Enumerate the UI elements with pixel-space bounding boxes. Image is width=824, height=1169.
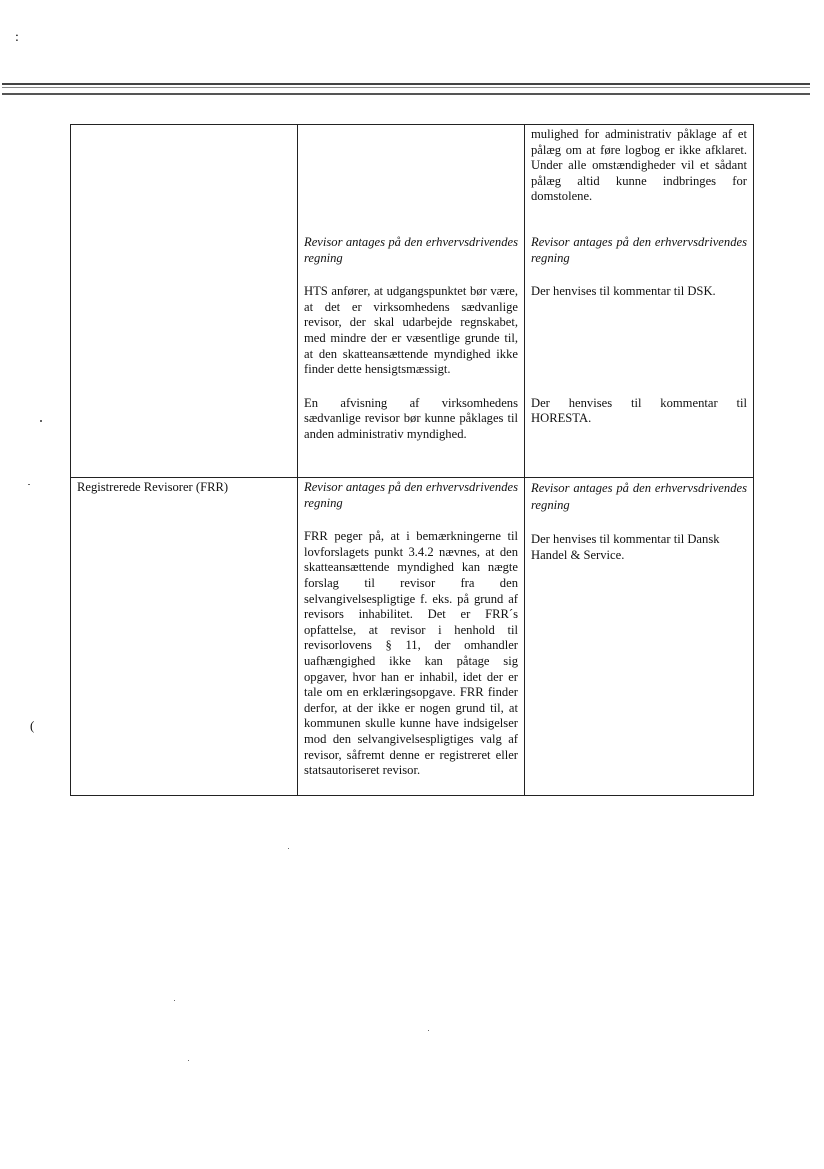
topic-heading: Revisor antages på den erhvervsdrivendes regning	[531, 481, 747, 512]
org-cell	[71, 125, 298, 478]
table-row	[71, 125, 754, 478]
comment-paragraph: En afvisning af virksomhedens sædvanlige revisor bør kunne påklages til anden administrativ myndighed.	[304, 395, 518, 441]
response-paragraph: Der henvises til kommentar til DSK.	[531, 284, 716, 299]
comment-table	[70, 124, 754, 796]
header-rule	[2, 83, 810, 95]
scan-speck	[288, 848, 289, 849]
margin-colon-mark: :	[15, 30, 19, 45]
scan-speck	[28, 484, 30, 485]
table-row	[71, 478, 754, 796]
response-cell	[525, 478, 754, 796]
comment-cell	[298, 478, 525, 796]
response-cell	[525, 125, 754, 478]
topic-heading: Revisor antages på den erhvervsdrivendes regning	[304, 480, 518, 510]
scan-speck	[428, 1030, 429, 1031]
response-paragraph: Der henvises til kommentar til Dansk Handel & Service.	[531, 532, 720, 562]
scan-speck	[174, 1000, 175, 1001]
organization-name: Registrerede Revisorer (FRR)	[77, 480, 229, 494]
comment-paragraph: HTS anfører, at udgangspunktet bør være, at det er virksomhedens sædvanlige revisor, der skal udarbejde regnskabet, med mindre der er væsentlige grunde til, at den skatteansættende myndighed ikke finder dette hensigtsmæssigt.	[304, 284, 518, 377]
response-paragraph: Der henvises til kommentar til HORESTA.	[531, 395, 747, 426]
margin-paren-mark: (	[30, 718, 35, 733]
comment-paragraph: FRR peger på, at i bemærkningerne til lovforslagets punkt 3.4.2 nævnes, at den skatteansættende myndighed kan nægte forslag til revisor fra den selvangivelsespligtige f. eks. på grund af revisors inhabilitet. Det er FRR´s opfattelse, at revisor i henhold til revisorlovens § 11, der omhandler uafhængighed ikke kan påtage sig opgaver, hvor han er inhabil, idet der er tale om en erklæringsopgave. FRR finder derfor, at der ikke er nogen grund til, at kommunen skulle kunne have indsigelser mod den selvangivelsespligtiges valg af revisor, såfremt denne er registreret eller statsautoriseret revisor.	[304, 529, 518, 778]
org-cell	[71, 478, 298, 796]
scan-speck	[40, 420, 42, 422]
topic-heading: Revisor antages på den erhvervsdrivendes regning	[531, 234, 747, 265]
topic-heading: Revisor antages på den erhvervsdrivendes regning	[304, 235, 518, 265]
scan-speck	[188, 1060, 189, 1061]
response-paragraph: mulighed for administrativ påklage af et pålæg om at føre logbog er ikke afklaret. Under alle omstændigheder vil et sådant pålæg altid kunne indbringes for domstolene.	[531, 127, 747, 204]
comment-cell	[298, 125, 525, 478]
